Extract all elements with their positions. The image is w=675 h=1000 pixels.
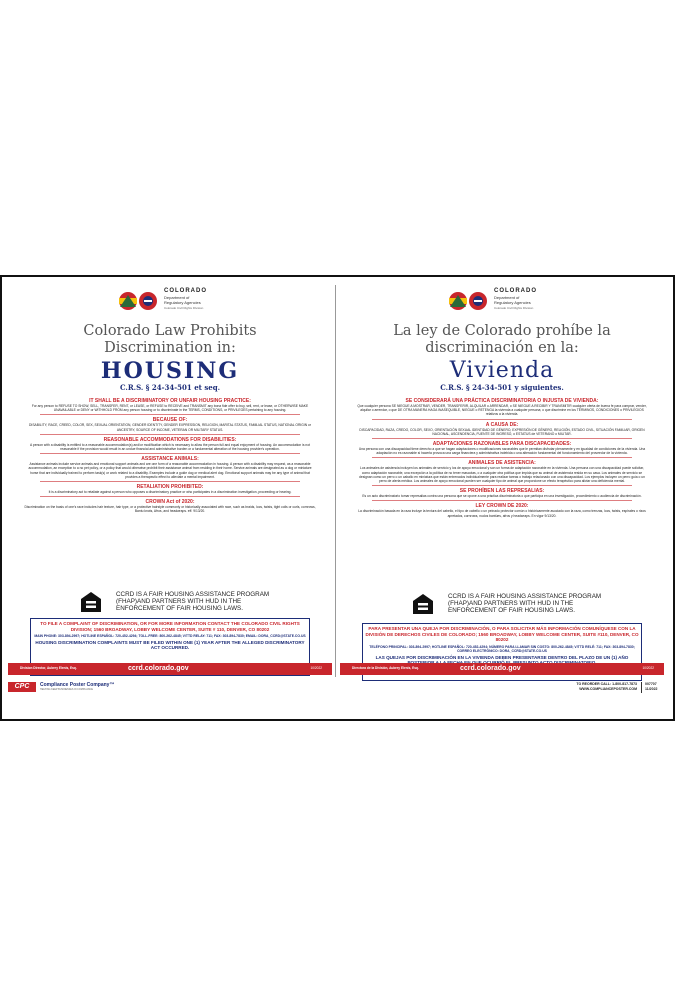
section-text: Es un acto discriminatorio tomar represalias contra una persona que se opone a una práctica discriminatoria o que participa en una investigación, procedimiento o audiencia de discriminación. bbox=[362, 494, 642, 499]
section-heading: SE CONSIDERARÁ UNA PRÁCTICA DISCRIMINATORIA O INJUSTA DE VIVIENDA: bbox=[405, 398, 599, 404]
contact-info: MAIN PHONE: 303-894-2997; HOTLINE ESPAÑOL: 720-452-4294; TOLL-FREE: 800-262-4845; V/TTD RELAY: 711; FAX: 303-894-7830; EMAIL: DORA_CCRD@STATE.CO.US bbox=[34, 634, 306, 639]
section bbox=[356, 422, 648, 436]
poster-title bbox=[340, 323, 664, 357]
section-text: DISABILITY, RACE, CREED, COLOR, SEX, SEXUAL ORIENTATION, GENDER IDENTITY, GENDER EXPRESSION, RELIGION, MARITAL STATUS, FAMILIAL STATUS, NATIONAL ORIGIN or ANCESTRY, SOURCE OF INCOME, VETERAN OR MILITARY STATUS. bbox=[29, 423, 311, 432]
director-name: Division Director, Aubrey Elenis, Esq. bbox=[20, 666, 77, 670]
logo-division: Colorado Civil Rights Division bbox=[494, 306, 534, 310]
revision-date: 10/2022 bbox=[310, 666, 322, 670]
title-line-2: Discrimination in: bbox=[104, 340, 236, 356]
cpc-brand bbox=[8, 682, 148, 694]
filing-deadline: LAS QUEJAS POR DISCRIMINACIÓN EN LA VIVIENDA DEBEN PRESENTARSE DENTRO DEL PLAZO DE UN (1) AÑO bbox=[375, 654, 629, 660]
logo-state: COLORADO bbox=[494, 288, 537, 294]
cpc-logo: CPC bbox=[8, 682, 36, 692]
website-link[interactable]: ccrd.colorado.gov bbox=[460, 665, 521, 672]
section bbox=[24, 437, 316, 451]
section-heading: SE PROHÍBEN LAS REPRESALIAS: bbox=[459, 488, 545, 495]
section-text: Una persona con una discapacidad tiene derecho a que se hagan adaptaciones o modificaciones razonables que le permitan disfrutar plenamente y en igualdad de condiciones de la vivienda. Una adaptación no es razonable si hacerla provoca una carga financiera y administrativa indebida o una alteración fundamental del funcionamiento del proveedor de la vivienda. bbox=[358, 447, 646, 456]
cpc-company-name: Compliance Poster Company™ bbox=[40, 682, 115, 688]
divider bbox=[40, 453, 300, 454]
poster-code bbox=[645, 682, 657, 691]
poster-subject: HOUSING bbox=[100, 358, 240, 384]
divider bbox=[40, 496, 300, 497]
poster-body bbox=[24, 396, 316, 514]
section-heading: IT SHALL BE A DISCRIMINATORY OR UNFAIR HOUSING PRACTICE: bbox=[89, 398, 251, 404]
filing-deadline: HOUSING DISCRIMINATION COMPLAINTS MUST BE FILED WITHIN ONE (1) YEAR AFTER THE ALLEGED DISCRIMINATORY ACT OCCURRED. bbox=[35, 639, 305, 650]
section-text: Discrimination on the basis of one's race includes hair texture, hair type, or a protective hairstyle commonly or historically associated with race, such as braids, locs, twists, tight coils or curls, cornrows, Bantu knots, Afros, and headwraps. eff. 9/13/20. bbox=[24, 505, 316, 514]
contact-info: TELÉFONO PRINCIPAL: 303-894-2997; HOTLINE ESPAÑOL: 720-452-4294; NÚMERO PARA LLAMAR SIN COSTO: 800-262-4845; V/TTD RELÉ: 711; FAX: 303-894-7830; CORREO ELECTRÓNICO: DORA_CCRD@STATE.CO.US bbox=[369, 644, 635, 654]
section-text: La discriminación basada en la raza incluye la textura del cabello, el tipo de cabello o un peinado protector común o históricamente asociado con la raza, como trenzas, locs, twists, espirales o rizos apretados, cornrows, nudos bantúes, afros y headwraps. En vigor 9/13/20. bbox=[358, 509, 646, 518]
footer-bar bbox=[340, 663, 664, 675]
website-link[interactable]: ccrd.colorado.gov bbox=[128, 665, 189, 672]
poster-title bbox=[8, 323, 332, 357]
section-text: For any person to REFUSE TO SHOW, SELL, TRANSFER, RENT, or LEASE, or REFUSE to RECEIVE and TRANSMIT any bona fide offer to buy, sell, rent, or lease, or OTHERWISE MAKE UNAVAILABLE or DENY or WITHHOLD FROM any person housing or to discriminate in the TERMS, CONDITIONS, or PRIVILEGES pertaining to any housing. bbox=[31, 404, 309, 413]
section bbox=[356, 460, 648, 483]
footer-bar bbox=[8, 663, 332, 675]
director-name: Directora de la División, Aubrey Elenis, Esq. bbox=[352, 666, 419, 670]
section-text: Que cualquier persona SE NIEGUE A MOSTRAR, VENDER, TRANSFERIR, ALQUILAR o ARRENDAR, o SE NIEGUE A RECIBIR Y TRANSMITIR cualquier oferta de buena fe para comprar, vender, alquilar o arrendar, o que DE OTRA MANERA HAGA INASEQUIBLE, NIEGUE o RETENGA la vivienda a cualquier persona; o que discrimine en los TÉRMINOS, CONDICIONES o PRIVILEGIOS relativos a la vivienda. bbox=[357, 404, 647, 417]
statute-citation: C.R.S. § 24-34-501 y siguientes. bbox=[440, 383, 564, 392]
section-text: Assistance animals include service animals and emotional support animals and are one form of a reasonable accommodation in housing. A person with a disability may request, as a reasonable accommodation, an exception to a no pet policy, or a policy that would otherwise prohibit their assistance animal from residing in their home. Service animals are designated as a dog or miniature horse that are individually trained to perform task(s) or work related to a disability. Examples include a guide dog or medical alert dog. Emotional support animals may be any type of animal that provides a therapeutic effect to alleviate a mental impairment. bbox=[28, 462, 312, 479]
section-heading: A CAUSA DE: bbox=[485, 421, 519, 428]
section bbox=[356, 398, 648, 417]
section-heading: ANIMALES DE ASISTENCIA: bbox=[468, 460, 536, 467]
section bbox=[24, 398, 316, 412]
reorder-info bbox=[547, 682, 667, 696]
logo-dept: Department of bbox=[164, 295, 190, 300]
section-text: It is a discriminatory act to retaliate against a person who opposes a discriminatory practice or who participates in a discrimination investigation, proceeding or hearing. bbox=[48, 490, 292, 495]
title-line-2: discriminación en la: bbox=[425, 340, 579, 356]
section-text: Los animales de asistencia incluyen los animales de servicio y los de apoyo emocional y son un forma de adaptación razonable en la vivienda. Una persona con una discapacidad puede solicitar, como adaptación razonable, una excepción a la política de no tener mascotas, o a cualquier otra política que impida que su animal de asistencia resida en su casa. Los animales de servicio se designan como un perro o un caballo en miniatura que están entrenados individualmente para realizar tareas o trabajo relacionado con una discapacidad. Los ejemplos incluyen un perro guía o un perro de alerta médica. Los animales de apoyo emocional pueden ser cualquier tipo de animal que proporcione un efecto terapéutico para aliviar una deficiencia mental. bbox=[359, 466, 645, 484]
logo-text bbox=[494, 288, 564, 311]
logo-text bbox=[164, 288, 234, 311]
section bbox=[356, 503, 648, 517]
divider bbox=[40, 434, 300, 435]
revision-date: 10/2022 bbox=[642, 666, 654, 670]
fair-housing-notice bbox=[80, 591, 270, 613]
divider bbox=[40, 414, 300, 415]
divider bbox=[372, 485, 632, 486]
complaint-heading: PARA PRESENTAR UNA QUEJA POR DISCRIMINACIÓN, O PARA SOLICITAR MÁS INFORMACIÓN COMUNÍQUESE CON LA DIVISIÓN DE DERECHOS CIVILES DE COLORADO; 1560 BROADWAY, LOBBY WELCOME CENTER, SUITE #110, DENVER, CO 80202 bbox=[365, 626, 639, 643]
logo-division: Colorado Civil Rights Division bbox=[164, 306, 204, 310]
poster-code-number: 007707 bbox=[645, 682, 657, 686]
colorado-logo-icon bbox=[448, 291, 492, 311]
section bbox=[24, 456, 316, 479]
section bbox=[356, 488, 648, 498]
section-heading: LEY CROWN DE 2020: bbox=[475, 503, 529, 510]
statute-citation: C.R.S. § 24-34-501 et seq. bbox=[119, 383, 221, 392]
section-heading: RETALIATION PROHIBITED: bbox=[136, 484, 204, 491]
fair-housing-text: CCRD IS A FAIR HOUSING ASSISTANCE PROGRAM (FHAP)AND PARTNERS WITH HUD IN THE ENFORCEMENT OF FAIR HOUSING LAWS. bbox=[448, 593, 602, 614]
cpc-tagline: HELPING KEEP BUSINESSES IN COMPLIANCE bbox=[40, 688, 93, 691]
divider bbox=[372, 500, 632, 501]
divider bbox=[40, 481, 300, 482]
logo-state: COLORADO bbox=[164, 288, 207, 294]
section-heading: ASSISTANCE ANIMALS: bbox=[141, 456, 199, 463]
section bbox=[24, 417, 316, 431]
colorado-logo-icon bbox=[118, 291, 162, 311]
logo-dept: Department of bbox=[494, 295, 520, 300]
dora-logo bbox=[448, 287, 558, 317]
logo-agency: Regulatory Agencies bbox=[164, 300, 201, 305]
panel-divider bbox=[335, 285, 336, 677]
section-text: A person with a disability is entitled to a reasonable accommodation(s) and/or modification which is necessary to allow the person full and equal enjoyment of housing. An accommodation is not reasonable if the provision would result in an undue financial and administrative burden or a fundamental alteration of the housing provider's operation. bbox=[29, 442, 311, 452]
title-line-1: Colorado Law Prohibits bbox=[83, 323, 257, 339]
poster-frame bbox=[0, 275, 675, 721]
fair-housing-notice bbox=[412, 593, 602, 615]
section bbox=[24, 484, 316, 494]
complaint-heading: TO FILE A COMPLAINT OF DISCRIMINATION, OR FOR MORE INFORMATION CONTACT THE COLORADO CIVIL RIGHTS DIVISION; 1560 BROADWAY, LOBBY WELCOME CENTER, SUITE # 110, DENVER, CO 80202 bbox=[40, 621, 300, 632]
reorder-text bbox=[547, 682, 637, 691]
title-line-1: La ley de Colorado prohíbe la bbox=[393, 323, 611, 339]
divider bbox=[372, 419, 632, 420]
equal-housing-icon bbox=[80, 591, 102, 613]
spanish-panel bbox=[340, 283, 664, 683]
reorder-phone: TO REORDER CALL: 1-800-817-7873 bbox=[576, 682, 637, 686]
section-heading: REASONABLE ACCOMMODATIONS FOR DISABILITIES: bbox=[103, 436, 237, 443]
reorder-website[interactable]: WWW.COMPLIANCEPOSTER.COM bbox=[579, 686, 637, 691]
poster-code-date: 11/2022 bbox=[645, 686, 658, 691]
logo-agency: Regulatory Agencies bbox=[494, 300, 531, 305]
english-panel bbox=[8, 283, 332, 683]
section bbox=[24, 499, 316, 513]
equal-housing-icon bbox=[412, 593, 434, 615]
section-heading: CROWN Act of 2020: bbox=[145, 499, 195, 506]
divider bbox=[372, 457, 632, 458]
divider bbox=[372, 438, 632, 439]
section-text: DISCAPACIDAD, RAZA, CREDO, COLOR, SEXO, ORIENTACIÓN SEXUAL IDENTIDAD DE GÉNERO, EXPRESIÓN DE GÉNERO, RELIGIÓN, ESTADO CIVIL, SITUACIÓN FAMILIAR, ORIGEN NACIONAL, ASCENDENCIA, FUENTE DE INGRESO, o ESTATUS de VETERANO o MILITAR. bbox=[359, 427, 645, 436]
reorder-divider bbox=[641, 682, 642, 693]
section-heading: BECAUSE OF: bbox=[152, 417, 188, 424]
section-heading: ADAPTACIONES RAZONABLES PARA DISCAPACIDADES: bbox=[432, 441, 572, 448]
section bbox=[356, 441, 648, 455]
dora-logo bbox=[118, 287, 228, 317]
fair-housing-text: CCRD IS A FAIR HOUSING ASSISTANCE PROGRAM (FHAP)AND PARTNERS WITH HUD IN THE ENFORCEMENT OF FAIR HOUSING LAWS. bbox=[116, 591, 270, 612]
poster-body bbox=[356, 396, 648, 518]
poster-subject: Vivienda bbox=[449, 358, 555, 383]
